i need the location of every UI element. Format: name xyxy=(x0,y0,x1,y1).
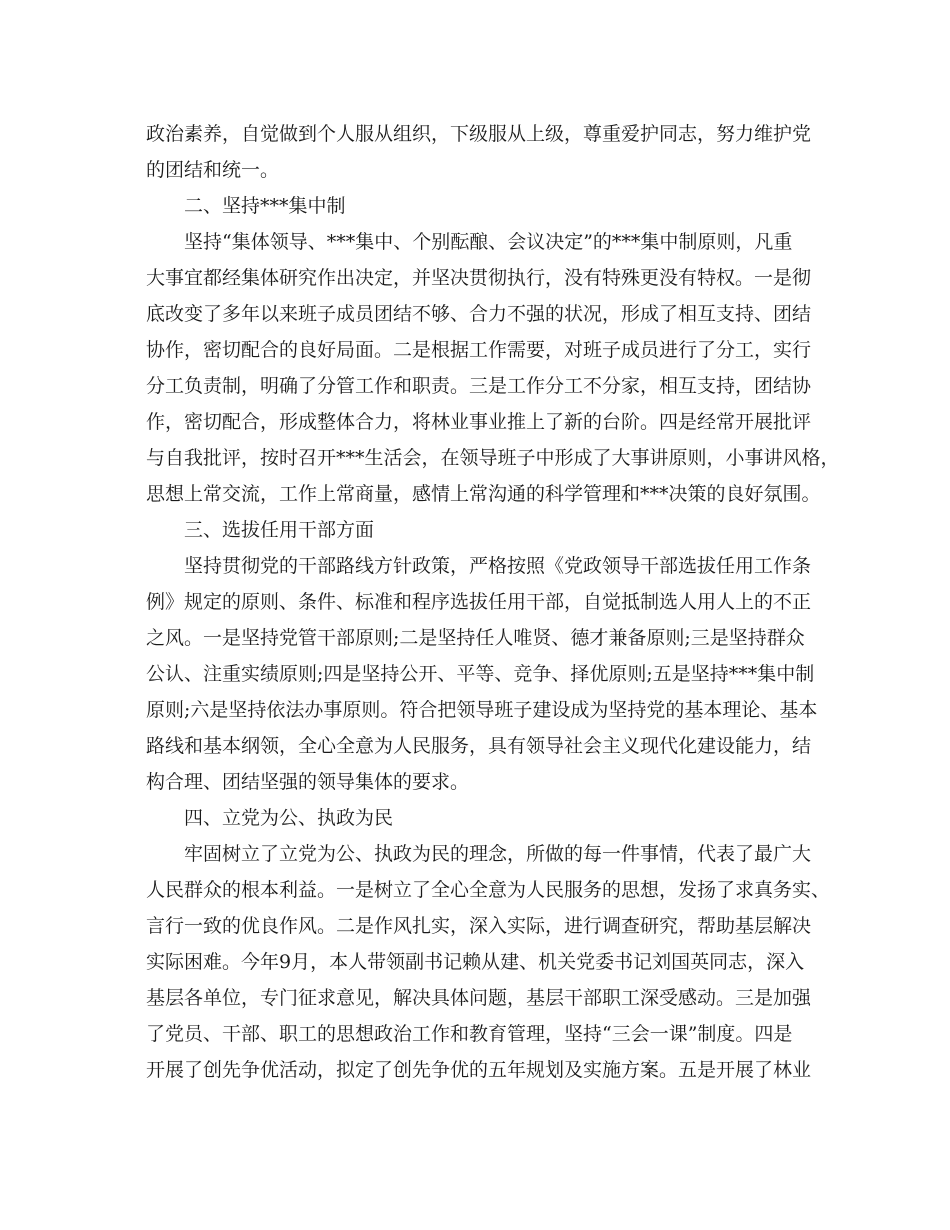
body-text-line: 政治素养，自觉做到个人服从组织，下级服从上级，尊重爱护同志，努力维护党 xyxy=(146,123,812,145)
body-text-line: 了党员、干部、职工的思想政治工作和教育管理，坚持“三会一课”制度。四是 xyxy=(146,1023,793,1045)
paragraph-first-line: 坚持贯彻党的干部路线方针政策，严格按照《党政领导干部选拔任用工作条 xyxy=(184,555,812,577)
body-text-line: 言行一致的优良作风。二是作风扎实，深入实际，进行调查研究，帮助基层解决 xyxy=(146,915,812,937)
body-text-line: 底改变了多年以来班子成员团结不够、合力不强的状况，形成了相互支持、团结 xyxy=(146,303,812,325)
body-text-line: 实际困难。今年9月，本人带领副书记赖从建、机关党委书记刘国英同志，深入 xyxy=(146,951,805,973)
paragraph-first-line: 坚持“集体领导、***集中、个别酝酿、会议决定”的***集中制原则，凡重 xyxy=(184,231,793,253)
body-text-line: 原则;六是坚持依法办事原则。符合把领导班子建设成为坚持党的基本理论、基本 xyxy=(146,699,818,721)
body-text-line: 路线和基本纲领，全心全意为人民服务，具有领导社会主义现代化建设能力，结 xyxy=(146,735,812,757)
body-text-line: 思想上常交流，工作上常商量，感情上常沟通的科学管理和***决策的良好氛围。 xyxy=(146,483,821,505)
paragraph-first-line: 牢固树立了立党为公、执政为民的理念，所做的每一件事情，代表了最广大 xyxy=(184,843,812,865)
body-text-line: 公认、注重实绩原则;四是坚持公开、平等、竞争、择优原则;五是坚持***集中制 xyxy=(146,663,815,685)
body-text-line: 基层各单位，专门征求意见，解决具体问题，基层干部职工深受感动。三是加强 xyxy=(146,987,812,1009)
body-text-line: 开展了创先争优活动，拟定了创先争优的五年规划及实施方案。五是开展了林业 xyxy=(146,1059,812,1081)
body-text-line: 之风。一是坚持党管干部原则;二是坚持任人唯贤、德才兼备原则;三是坚持群众 xyxy=(146,627,805,649)
body-text-line: 构合理、团结坚强的领导集体的要求。 xyxy=(146,771,470,793)
body-text-line: 协作，密切配合的良好局面。二是根据工作需要，对班子成员进行了分工，实行 xyxy=(146,339,812,361)
body-text-line: 例》规定的原则、条件、标准和程序选拔任用干部，自觉抵制选人用人上的不正 xyxy=(146,591,812,613)
body-text-line: 与自我批评，按时召开***生活会，在领导班子中形成了大事讲原则，小事讲风格， xyxy=(146,447,840,469)
section-heading: 二、坚持***集中制 xyxy=(184,195,346,217)
body-text-line: 分工负责制，明确了分管工作和职责。三是工作分工不分家，相互支持，团结协 xyxy=(146,375,812,397)
section-heading: 三、选拔任用干部方面 xyxy=(184,519,375,541)
body-text-line: 大事宜都经集体研究作出决定，并坚决贯彻执行，没有特殊更没有特权。一是彻 xyxy=(146,267,812,289)
body-text-line: 作，密切配合，形成整体合力，将林业事业推上了新的台阶。四是经常开展批评 xyxy=(146,411,812,433)
body-text-line: 人民群众的根本利益。一是树立了全心全意为人民服务的思想，发扬了求真务实、 xyxy=(146,879,831,901)
body-text-line: 的团结和统一。 xyxy=(146,159,280,181)
section-heading: 四、立党为公、执政为民 xyxy=(184,807,394,829)
